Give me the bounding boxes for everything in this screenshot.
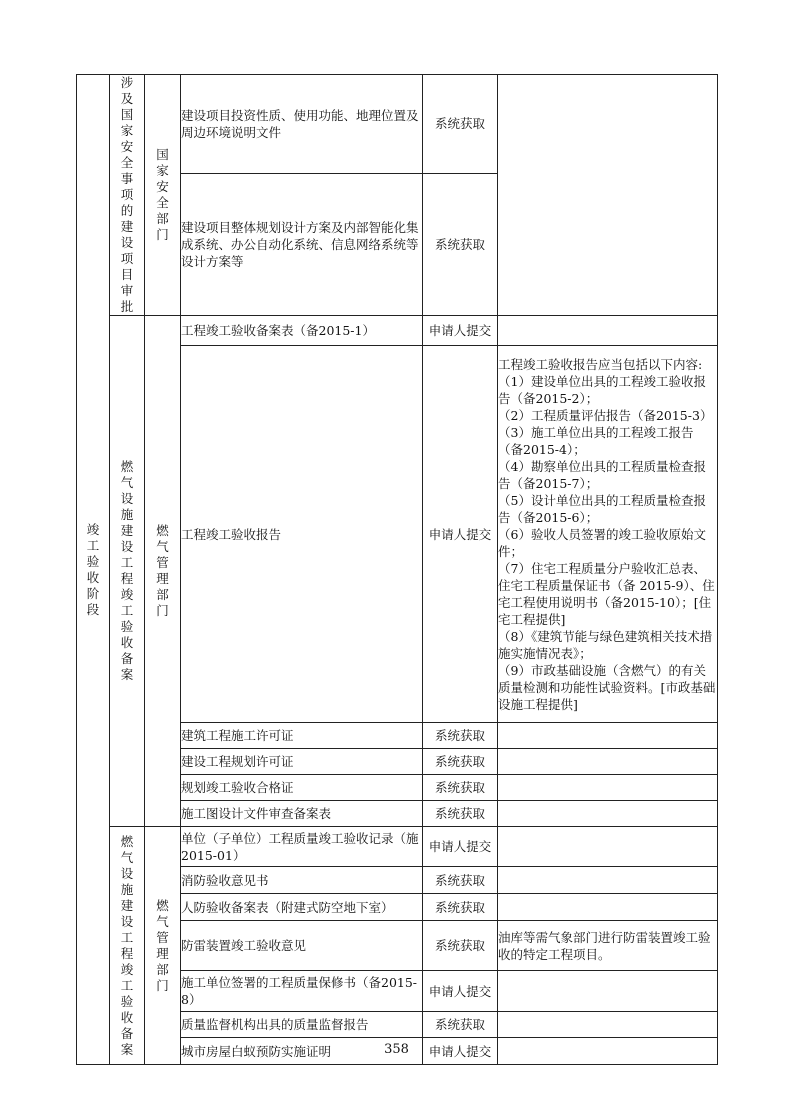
note-line: （3）施工单位出具的工程竣工报告（备2015-4）； [498,424,694,457]
note-cell [498,971,718,1012]
item-cell: 城市房屋白蚁预防实施证明 [181,1038,423,1065]
source-cell: 申请人提交 [423,1038,498,1065]
dept-cell: 国家安全部门 [145,75,181,316]
category-cell: 燃气设施建设工程竣工验收备案 [110,316,145,827]
dept-cell: 燃气管理部门 [145,827,181,1065]
category-cell: 涉及国家安全事项的建设项目审批 [110,75,145,316]
item-cell: 规划竣工验收合格证 [181,775,423,801]
source-cell: 系统获取 [423,921,498,971]
note-line: （2）工程质量评估报告（备2015-3） [498,407,713,423]
item-cell: 防雷装置竣工验收意见 [181,921,423,971]
page-number: 358 [384,1042,409,1057]
note-line: （6）验收人员签署的竣工验收原始文件； [498,526,706,559]
note-line: （7）住宅工程质量分户验收汇总表、住宅工程质量保证书（备 2015-9）、住宅工程使用说明书（备2015-10）；[住宅工程提供] [498,560,715,627]
item-cell: 人防验收备案表（附建式防空地下室） [181,894,423,921]
source-cell: 系统获取 [423,173,498,315]
item-cell: 施工图设计文件审查备案表 [181,801,423,827]
source-cell: 系统获取 [423,1012,498,1038]
note-cell [498,921,718,971]
source-cell: 系统获取 [423,775,498,801]
source-cell: 申请人提交 [423,827,498,867]
materials-table [76,74,718,1065]
dept-cell: 燃气管理部门 [145,316,181,827]
table-row [77,827,718,867]
item-cell: 建筑工程施工许可证 [181,723,423,749]
source-cell: 系统获取 [423,801,498,827]
table-row [77,75,718,174]
note-cell [498,775,718,801]
item-cell: 工程竣工验收备案表（备2015-1） [181,316,423,346]
item-cell: 建设项目整体规划设计方案及内部智能化集成系统、办公自动化系统、信息网络系统等设计方案等 [181,173,423,315]
source-cell: 系统获取 [423,723,498,749]
source-cell: 系统获取 [423,75,498,174]
table-row [77,316,718,346]
item-cell: 建设工程规划许可证 [181,749,423,775]
source-cell: 申请人提交 [423,346,498,723]
note-cell [498,749,718,775]
source-cell: 系统获取 [423,749,498,775]
item-cell: 单位（子单位）工程质量竣工验收记录（施2015-01） [181,827,423,867]
category-cell: 燃气设施建设工程竣工验收备案 [110,827,145,1065]
source-cell: 系统获取 [423,867,498,894]
note-line: 工程竣工验收报告应当包括以下内容: [498,356,703,372]
note-cell [498,75,718,316]
note-cell [498,346,718,723]
stage-cell: 竣工验收阶段 [77,75,110,1065]
note-cell [498,867,718,894]
item-cell: 消防验收意见书 [181,867,423,894]
note-cell [498,801,718,827]
note-line: （5）设计单位出具的工程质量检查报告（备2015-6）； [498,492,706,525]
item-cell: 工程竣工验收报告 [181,346,423,723]
note-line: （4）勘察单位出具的工程质量检查报告（备2015-7）； [498,458,706,491]
source-cell: 申请人提交 [423,316,498,346]
note-cell [498,1012,718,1038]
note-line: （1）建设单位出具的工程竣工验收报告（备2015-2）； [498,373,706,406]
note-cell [498,723,718,749]
item-cell: 施工单位签署的工程质量保修书（备2015-8） [181,971,423,1012]
source-cell: 系统获取 [423,894,498,921]
note-cell [498,827,718,867]
source-cell: 申请人提交 [423,971,498,1012]
note-line: （9）市政基础设施（含燃气）的有关质量检测和功能性试验资料。[市政基础设施工程提供] [498,662,716,712]
note-cell [498,894,718,921]
note-cell [498,316,718,346]
note-line: （8）《建筑节能与绿色建筑相关技术措施实施情况表》； [498,628,713,661]
item-cell: 质量监督机构出具的质量监督报告 [181,1012,423,1038]
item-cell: 建设项目投资性质、使用功能、地理位置及周边环境说明文件 [181,75,423,174]
note-line: 油库等需气象部门进行防雷装置竣工验收的特定工程项目。 [498,929,711,962]
